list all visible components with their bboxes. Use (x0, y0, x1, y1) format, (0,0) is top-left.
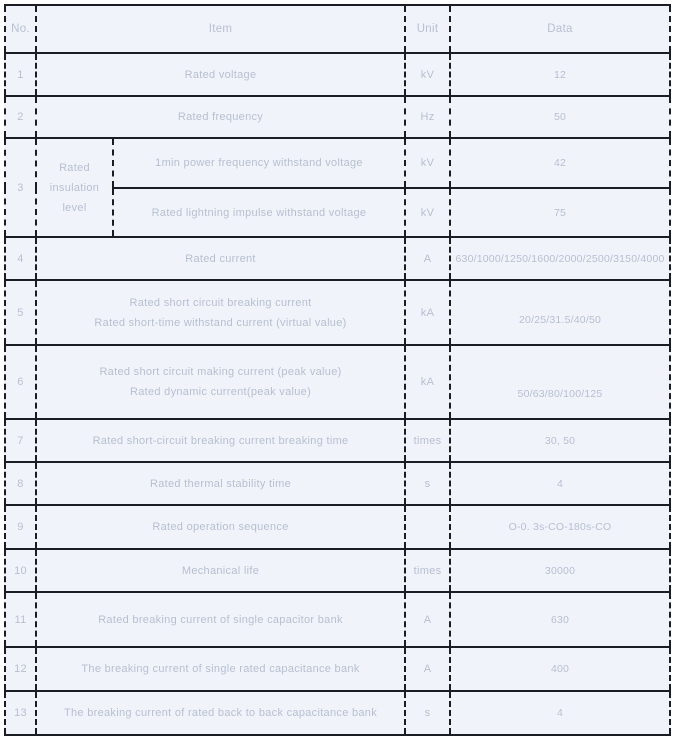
header-data: Data (450, 5, 670, 53)
cell-item (36, 647, 405, 691)
cell-item (36, 53, 405, 96)
item-line: The breaking current of rated back to back capacitance bank (63, 707, 378, 719)
cell-no: 1 (5, 53, 36, 96)
table-row (5, 462, 670, 505)
cell-data: 12 (450, 53, 670, 96)
table-row (5, 280, 670, 345)
cell-item (113, 188, 405, 237)
item-line: Rated frequency (177, 111, 264, 123)
cell-data: 75 (450, 188, 670, 237)
table-row (5, 647, 670, 691)
cell-no: 3 (5, 138, 36, 237)
cell-no: 9 (5, 505, 36, 549)
cell-data: 50 (450, 96, 670, 138)
cell-no: 7 (5, 419, 36, 462)
cell-no: 8 (5, 462, 36, 505)
item-line: Rated lightning impulse withstand voltage (151, 206, 367, 219)
cell-no: 2 (5, 96, 36, 138)
cell-item (36, 691, 405, 735)
table-row (5, 345, 670, 419)
cell-unit: kV (405, 188, 450, 237)
item-line: Rated operation sequence (152, 521, 289, 533)
item-line: Rated short circuit making current (peak value) (99, 366, 342, 378)
cell-item (36, 505, 405, 549)
table-row (5, 96, 670, 138)
cell-unit: times (405, 549, 450, 592)
cell-unit: A (405, 592, 450, 647)
item-line: Rated breaking current of single capacitor bank (98, 613, 343, 626)
cell-unit: s (405, 462, 450, 505)
cell-unit: kA (405, 280, 450, 345)
item-line: Rated short-circuit breaking current breaking time (92, 434, 349, 447)
table-header-row (5, 5, 670, 53)
header-item: Item (36, 5, 405, 53)
item-line: The breaking current of single rated capacitance bank (81, 663, 360, 675)
table-row (5, 505, 670, 549)
table-row (5, 138, 670, 188)
cell-item (36, 592, 405, 647)
table-row (5, 53, 670, 96)
header-unit: Unit (405, 5, 450, 53)
cell-no: 13 (5, 691, 36, 735)
cell-unit: kA (405, 345, 450, 419)
cell-item (36, 462, 405, 505)
cell-no: 12 (5, 647, 36, 691)
cell-data: 30000 (450, 549, 670, 592)
item-line: Rated thermal stability time (149, 477, 292, 490)
specification-table (4, 4, 671, 736)
table-row (5, 237, 670, 280)
cell-unit: s (405, 691, 450, 735)
cell-item (36, 419, 405, 462)
cell-no: 4 (5, 237, 36, 280)
cell-unit: A (405, 237, 450, 280)
item-line: Rated short circuit breaking current (129, 296, 312, 309)
cell-data: 630 (450, 592, 670, 647)
item-line: 1min power frequency withstand voltage (155, 157, 363, 169)
cell-unit: kV (405, 138, 450, 188)
cell-group: Rated insulation level (36, 138, 113, 237)
cell-unit: times (405, 419, 450, 462)
table-row (5, 419, 670, 462)
cell-item (36, 549, 405, 592)
cell-unit: kV (405, 53, 450, 96)
cell-item (36, 345, 405, 419)
cell-unit (405, 505, 450, 549)
item-line: Rated dynamic current(peak value) (129, 386, 312, 398)
cell-item (36, 280, 405, 345)
cell-no: 10 (5, 549, 36, 592)
item-line: Rated current (185, 252, 256, 265)
table-row (5, 592, 670, 647)
cell-data: 400 (450, 647, 670, 691)
cell-item (36, 237, 405, 280)
cell-data: 4 (450, 691, 670, 735)
cell-data: 30, 50 (450, 419, 670, 462)
cell-no: 5 (5, 280, 36, 345)
cell-data: 630/1000/1250/1600/2000/2500/3150/4000 (450, 237, 670, 280)
cell-no: 11 (5, 592, 36, 647)
cell-unit: Hz (405, 96, 450, 138)
item-line: Rated short-time withstand current (virtual value) (94, 316, 347, 329)
item-line: Rated voltage (184, 68, 257, 81)
cell-data: 42 (450, 138, 670, 188)
cell-no: 6 (5, 345, 36, 419)
table-row (5, 549, 670, 592)
table-row (5, 691, 670, 735)
cell-data: 20/25/31.5/40/50 (450, 280, 670, 345)
cell-data: O-0. 3s-CO-180s-CO (450, 505, 670, 549)
item-line: Mechanical life (181, 564, 260, 577)
cell-data: 4 (450, 462, 670, 505)
cell-item (36, 96, 405, 138)
cell-unit: A (405, 647, 450, 691)
header-no: No. (5, 5, 36, 53)
cell-data: 50/63/80/100/125 (450, 345, 670, 419)
cell-item (113, 138, 405, 188)
